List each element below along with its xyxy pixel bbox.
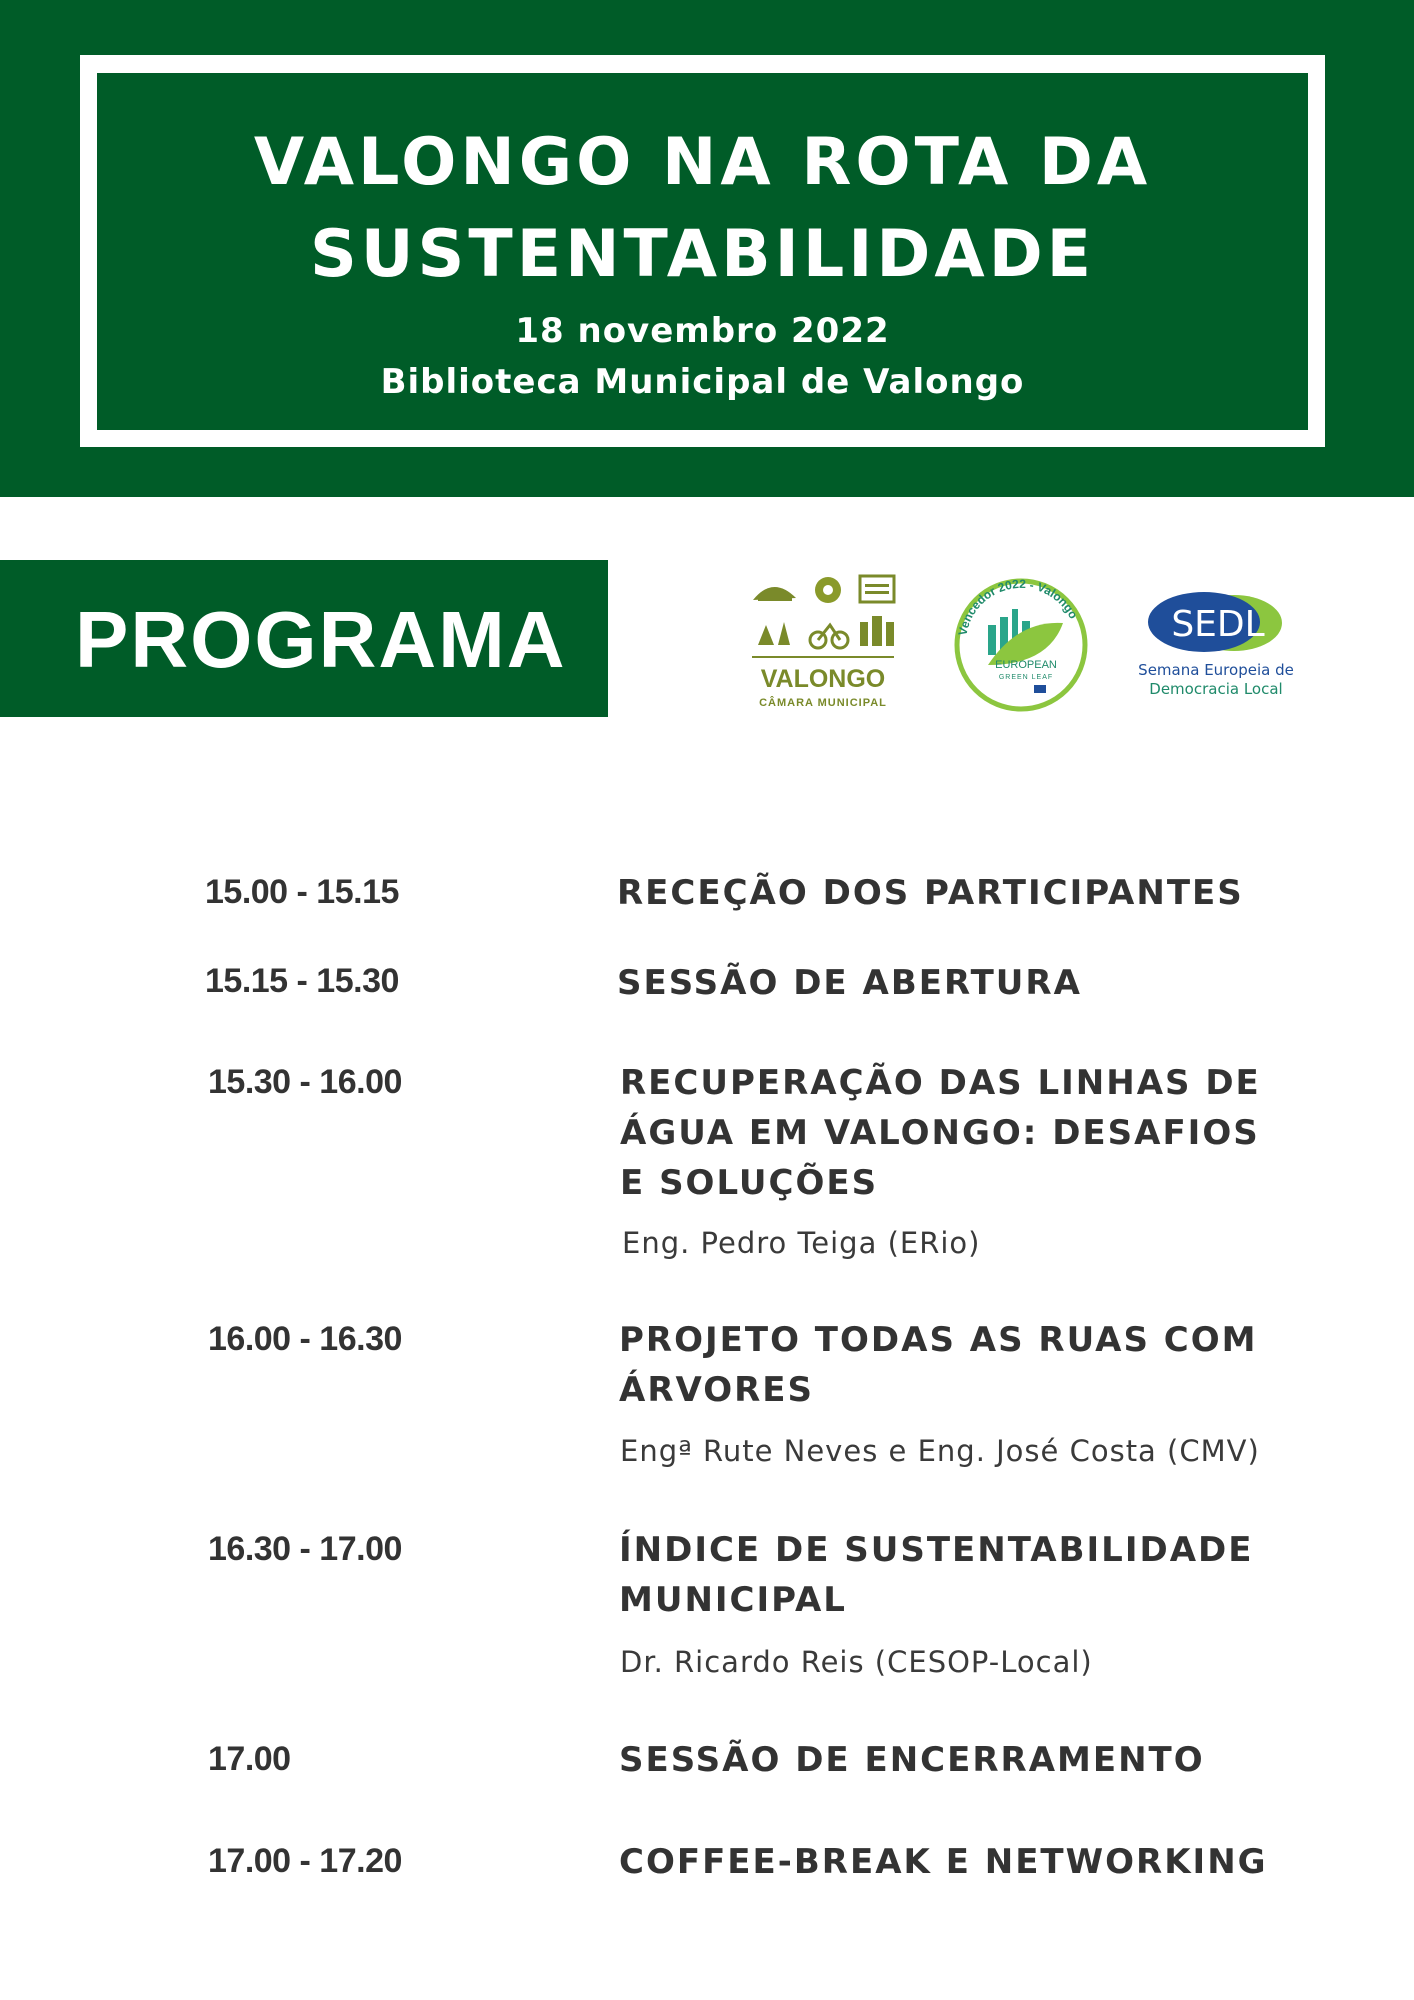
- schedule-speaker: Engª Rute Neves e Eng. José Costa (CMV): [620, 1434, 1260, 1468]
- event-title: VALONGO NA ROTA DA SUSTENTABILIDADE: [253, 125, 1152, 292]
- european-green-leaf-logo: [948, 565, 1094, 715]
- event-date: 18 novembro 2022: [515, 311, 890, 351]
- programa-label: PROGRAMA: [75, 595, 567, 684]
- schedule-topic: COFFEE-BREAK E NETWORKING: [619, 1842, 1268, 1882]
- schedule-time: 15.30 - 16.00: [208, 1063, 402, 1101]
- sedl-acronym: SEDL: [1171, 604, 1265, 645]
- schedule-time: 15.15 - 15.30: [205, 962, 399, 1000]
- schedule-time: 16.00 - 16.30: [208, 1320, 402, 1358]
- valongo-pictograms-icon: [753, 576, 894, 648]
- valongo-logo: [748, 570, 898, 715]
- schedule-topic: SESSÃO DE ENCERRAMENTO: [619, 1740, 1205, 1780]
- programa-banner: [0, 560, 608, 717]
- schedule-topic: SESSÃO DE ABERTURA: [617, 963, 1082, 1003]
- schedule-time: 17.00 - 17.20: [208, 1842, 402, 1880]
- schedule-topic: RECUPERAÇÃO DAS LINHAS DE ÁGUA EM VALONGO: DESAFIOS E SOLUÇÕES: [620, 1063, 1261, 1203]
- schedule-topic: ÍNDICE DE SUSTENTABILIDADE MUNICIPAL: [619, 1530, 1254, 1620]
- event-venue: Biblioteca Municipal de Valongo: [380, 362, 1025, 402]
- sedl-line2: Democracia Local: [1149, 680, 1283, 698]
- schedule-topic: PROJETO TODAS AS RUAS COM ÁRVORES: [619, 1320, 1258, 1410]
- green-leaf-line2: GREEN LEAF: [998, 674, 1054, 681]
- schedule-speaker: Dr. Ricardo Reis (CESOP-Local): [620, 1645, 1093, 1679]
- svg-text:Vencedor 2022 - Valongo: [956, 577, 1081, 637]
- valongo-logo-name: VALONGO: [760, 665, 886, 693]
- sedl-logo: [1126, 590, 1306, 705]
- schedule-speaker: Eng. Pedro Teiga (ERio): [622, 1226, 981, 1260]
- schedule-time: 16.30 - 17.00: [208, 1530, 402, 1568]
- valongo-logo-subtitle: CÂMARA MUNICIPAL: [759, 697, 887, 709]
- schedule-time: 17.00: [208, 1740, 291, 1778]
- schedule-time: 15.00 - 15.15: [205, 873, 399, 911]
- green-leaf-ring-text: Vencedor 2022 - Valongo: [955, 576, 1081, 637]
- green-leaf-line1: EUROPEAN: [995, 659, 1057, 671]
- eu-flag-icon: [1034, 685, 1046, 693]
- sedl-line1: Semana Europeia de: [1138, 661, 1294, 679]
- schedule-topic: RECEÇÃO DOS PARTICIPANTES: [617, 873, 1244, 913]
- header-panel: [97, 73, 1308, 430]
